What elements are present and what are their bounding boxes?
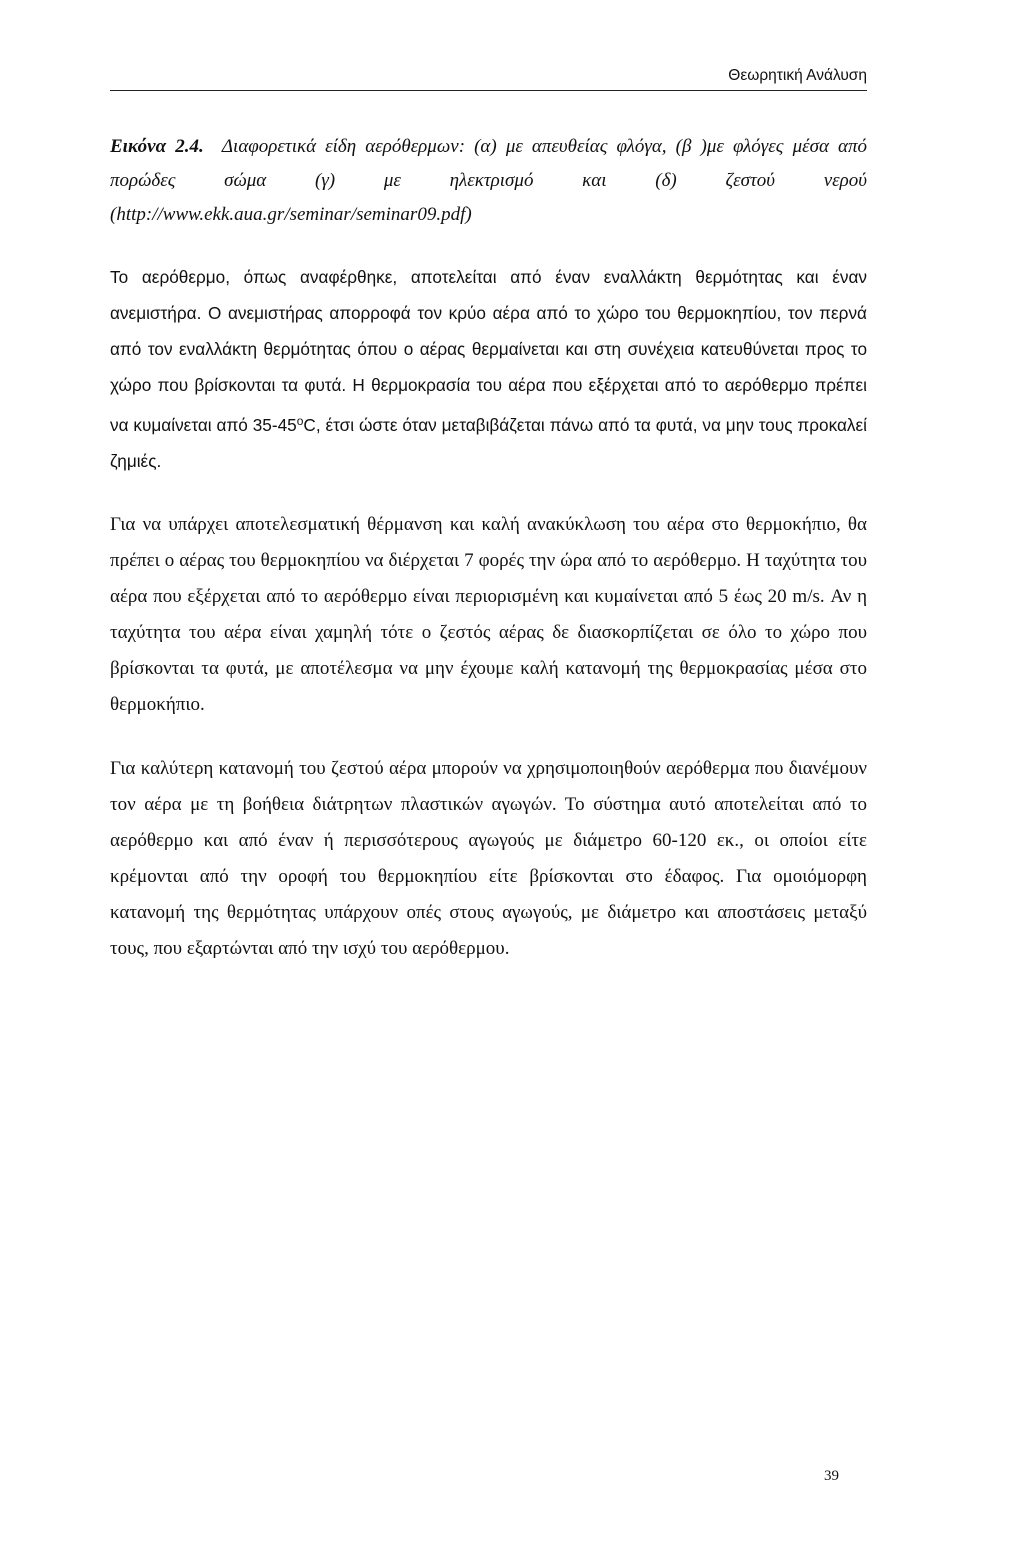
running-header xyxy=(110,66,867,91)
figure-caption-text: Διαφορετικά είδη αερόθερμων: (α) με απευθείας φλόγα, (β )με φλόγες μέσα από πορώδες σώμα (γ) με ηλεκτρισμό και (δ) ζεστού νερού (http://www.ekk.aua.gr/seminar/seminar09.pdf) xyxy=(110,136,868,225)
degree-superscript: o xyxy=(296,414,304,428)
paragraph-heater-description xyxy=(110,259,867,479)
paragraph-air-circulation: Για να υπάρχει αποτελεσματική θέρμανση και καλή ανακύκλωση του αέρα στο θερμοκήπιο, θα πρέπει ο αέρας του θερμοκηπίου να διέρχεται 7 φορές την ώρα από το αερόθερμο. Η ταχύτητα του αέρα που εξέρχεται από το αερόθερμο είναι περιορισμένη και κυμαίνεται από 5 έως 20 m/s. Αν η ταχύτητα του αέρα είναι χαμηλή τότε ο ζεστός αέρας δε διασκορπίζεται σε όλο το χώρο που βρίσκονται τα φυτά, με αποτέλεσμα να μην έχουμε καλή κατανομή της θερμοκρασίας μέσα στο θερμοκήπιο. xyxy=(110,514,867,715)
figure-label: Εικόνα 2.4. xyxy=(110,136,204,157)
paragraph-air-distribution: Για καλύτερη κατανομή του ζεστού αέρα μπορούν να χρησιμοποιηθούν αερόθερμα που διανέμουν τον αέρα με τη βοήθεια διάτρητων πλαστικών αγωγών. Το σύστημα αυτό αποτελείται από το αερόθερμο και από έναν ή περισσότερους αγωγούς με διάμετρο 60-120 εκ., οι οποίοι είτε κρέμονται από την οροφή του θερμοκηπίου είτε βρίσκονται στο έδαφος. Για ομοιόμορφη κατανομή της θερμότητας υπάρχουν οπές στους αγωγούς, με διάμετρο και αποστάσεις μεταξύ τους, που εξαρτώνται από την ισχύ του αερόθερμου. xyxy=(110,758,867,959)
paragraph-1-part-2: C, έτσι ώστε όταν μεταβιβάζεται πάνω από τα φυτά, να μην τους προκαλεί ζημιές. xyxy=(110,415,867,471)
running-title: Θεωρητική Ανάλυση xyxy=(728,67,867,84)
page-body xyxy=(110,130,867,995)
page-number: 39 xyxy=(824,1468,839,1484)
figure-caption xyxy=(110,130,867,232)
paragraph-1-part-1: Το αερόθερμο, όπως αναφέρθηκε, αποτελείται από έναν εναλλάκτη θερμότητας και έναν ανεμιστήρα. Ο ανεμιστήρας απορροφά τον κρύο αέρα από το χώρο του θερμοκηπίου, τον περνά από τον εναλλάκτη θερμότητας όπου ο αέρας θερμαίνεται και στη συνέχεια κατευθύνεται προς το χώρο που βρίσκονται τα φυτά. Η θερμοκρασία του αέρα που εξέρχεται από το αερόθερμο πρέπει να κυμαίνεται από 35-45 xyxy=(110,267,867,435)
